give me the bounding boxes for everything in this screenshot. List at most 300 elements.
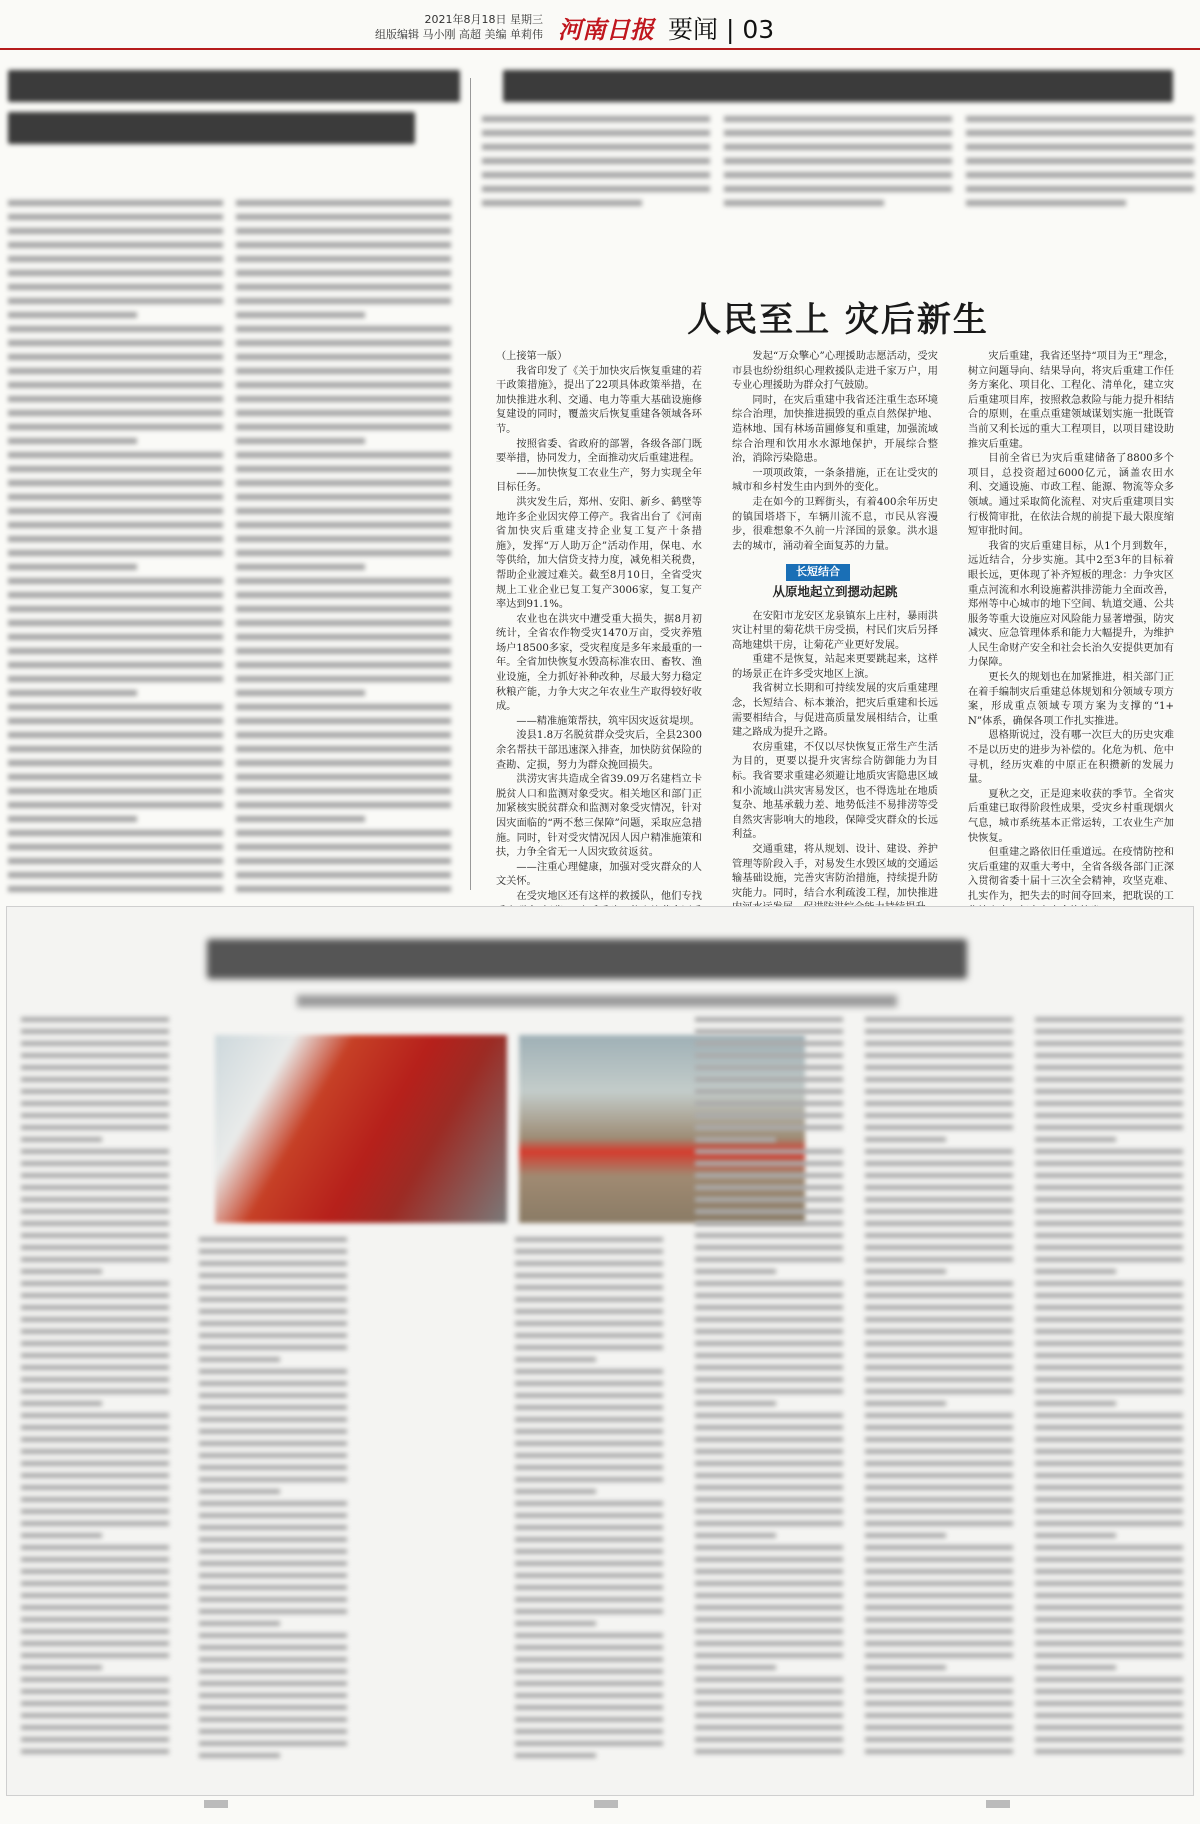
blurred-text-line — [865, 1665, 946, 1670]
blurred-text-line — [865, 1749, 1013, 1754]
blurred-text-line — [966, 116, 1194, 122]
blurred-text-line — [1035, 1749, 1183, 1754]
blurred-text-line — [21, 1017, 169, 1022]
blurred-text-line — [236, 592, 451, 598]
article-paragraph: 走在如今的卫辉街头，有着400余年历史的镇国塔塔下，车辆川流不息，市民从容漫步，很难想象不久前一片泽国的景象。洪水退去的城市，涌动着全面复苏的力量。 — [732, 496, 938, 552]
blurred-text-line — [236, 788, 451, 794]
blurred-text-line — [695, 1401, 776, 1406]
blurred-text-line — [515, 1513, 663, 1518]
blurred-text-line — [21, 1701, 169, 1706]
blurred-text-line — [199, 1513, 347, 1518]
blurred-text-line — [695, 1257, 843, 1262]
blurred-text-line — [1035, 1053, 1183, 1058]
blurred-text-line — [236, 872, 451, 878]
blurred-text-line — [199, 1465, 347, 1470]
blurred-text-line — [1035, 1029, 1183, 1034]
blurred-text-line — [21, 1173, 169, 1178]
blurred-text-line — [21, 1053, 169, 1058]
blurred-text-line — [695, 1581, 843, 1586]
blurred-text-line — [1035, 1605, 1183, 1610]
blurred-text-line — [21, 1449, 169, 1454]
blurred-text-line — [1035, 1221, 1183, 1226]
blurred-text-line — [21, 1233, 169, 1238]
blurred-text-line — [865, 1521, 1013, 1526]
blurred-text-line — [8, 816, 137, 822]
newspaper-logo: 河南日报 — [558, 15, 654, 44]
blurred-text-line — [21, 1725, 169, 1730]
blurred-text-line — [21, 1521, 169, 1526]
blurred-text-line — [8, 592, 223, 598]
blurred-text-line — [21, 1257, 169, 1262]
blurred-text-line — [199, 1693, 347, 1698]
blurred-text-line — [21, 1665, 102, 1670]
issue-date: 2021年8月18日 星期三 — [424, 13, 543, 26]
blurred-text-line — [8, 704, 223, 710]
rescue-photo-left — [215, 1035, 507, 1223]
article-paragraph: 发起“万众擎心”心理援助志愿活动，受灾市县也纷纷组织心理救援队走进千家万户，用专业心理援助为群众打气鼓励。 — [732, 351, 938, 392]
blurred-text-line — [199, 1441, 347, 1446]
blurred-text-line — [695, 1149, 843, 1154]
blurred-text-line — [482, 116, 710, 122]
blurred-text-line — [865, 1677, 1013, 1682]
blurred-text-line — [695, 1053, 843, 1058]
blurred-text-line — [1035, 1113, 1183, 1118]
blurred-text-line — [482, 172, 710, 178]
article-paragraph: 一项项政策，一条条措施，正在让受灾的城市和乡村发生由内到外的变化。 — [732, 467, 938, 494]
blurred-text-line — [1035, 1137, 1116, 1142]
blurred-text-line — [865, 1197, 1013, 1202]
blurred-text-line — [21, 1509, 169, 1514]
blurred-text-line — [1035, 1449, 1183, 1454]
blurred-text-line — [8, 326, 223, 332]
article-paragraph: 在安阳市龙安区龙泉镇东上庄村，暴雨洪灾让村里的菊花烘干房受损，村民们灾后另择高地建烘干房，让菊花产业更好发展。 — [732, 610, 938, 651]
blurred-text-line — [515, 1393, 663, 1398]
blurred-text-line — [236, 886, 451, 892]
blurred-text-line — [865, 1545, 1013, 1550]
blurred-text-line — [865, 1533, 946, 1538]
blurred-text-line — [515, 1381, 663, 1386]
blurred-text-line — [199, 1345, 347, 1350]
blurred-text-line — [515, 1645, 663, 1650]
blurred-text-line — [695, 1341, 843, 1346]
blurred-text-line — [8, 718, 223, 724]
blurred-text-line — [199, 1621, 280, 1626]
blurred-text-line — [515, 1261, 663, 1266]
blurred-text-line — [865, 1041, 1013, 1046]
blurred-text-line — [8, 200, 223, 206]
blurred-text-line — [21, 1557, 169, 1562]
blurred-text-line — [695, 1617, 843, 1622]
blurred-text-line — [236, 480, 451, 486]
blurred-text-line — [199, 1729, 347, 1734]
blurred-text-line — [236, 648, 451, 654]
blurred-text-line — [482, 186, 710, 192]
blurred-text-line — [236, 200, 451, 206]
blurred-text-line — [1035, 1413, 1183, 1418]
blurred-text-line — [21, 1677, 169, 1682]
blurred-text-line — [515, 1249, 663, 1254]
blurred-text-line — [695, 1485, 843, 1490]
blurred-text-line — [865, 1029, 1013, 1034]
article-paragraph: 浚县1.8万名脱贫群众受灾后，全县2300余名帮扶干部迅速深入排查，加快防贫保险的查勘、定损，努力为群众挽回损失。 — [496, 730, 702, 771]
blurred-text-line — [1035, 1125, 1183, 1130]
blurred-text-line — [1035, 1533, 1116, 1538]
blurred-text-line — [236, 522, 451, 528]
blurred-text-line — [236, 256, 451, 262]
blurred-text-column — [21, 1017, 169, 1761]
blurred-text-line — [724, 158, 952, 164]
blurred-text-line — [865, 1089, 1013, 1094]
blurred-text-line — [695, 1077, 843, 1082]
blurred-text-line — [21, 1137, 102, 1142]
blurred-text-line — [1035, 1245, 1183, 1250]
blurred-text-line — [515, 1285, 663, 1290]
blurred-text-line — [21, 1185, 169, 1190]
blurred-text-line — [236, 354, 451, 360]
blurred-text-line — [21, 1389, 169, 1394]
blurred-text-line — [865, 1569, 1013, 1574]
blurred-text-line — [1035, 1161, 1183, 1166]
blurred-text-line — [1035, 1545, 1183, 1550]
blurred-text-line — [236, 830, 451, 836]
blurred-text-line — [199, 1489, 280, 1494]
feature-headline: 人民至上 灾后新生 — [687, 300, 989, 340]
blurred-text-line — [515, 1501, 663, 1506]
article-paragraph: 更长久的规划也在加紧推进，相关部门正在着手编制灾后重建总体规划和分领域专项方案，形成重点领域专项方案为支撑的“1+N”体系，确保各项工作扎实推进。 — [968, 672, 1174, 727]
blurred-text-line — [515, 1621, 596, 1626]
blurred-text-line — [236, 634, 451, 640]
blurred-text-line — [8, 774, 223, 780]
blurred-text-line — [515, 1693, 663, 1698]
section-subtitle: 从原地起立到摁动起跳 — [772, 583, 898, 599]
article-paragraph: 农业也在洪灾中遭受重大损失，据8月初统计，全省农作物受灾1470万亩，受灾养殖场户18500多家，受灾程度是多年来最重的一年。全省加快恢复水毁高标准农田、畜牧、渔业设施，全力抓好补种改种，尽最大努力稳定秋粮产能，力争大灾之年农业生产取得较好收成。 — [496, 613, 702, 713]
blurred-text-line — [199, 1717, 347, 1722]
blurred-text-line — [1035, 1737, 1183, 1742]
blurred-text-line — [1035, 1293, 1183, 1298]
issue-meta — [353, 12, 543, 42]
blurred-text-line — [515, 1597, 663, 1602]
article-paragraph: 但重建之路依旧任重道远。在疫情防控和灾后重建的双重大考中，全省各级各部门正深入贯彻省委十届十三次全会精神，攻坚克难、扎实作为，把失去的时间夺回来，把耽误的工 — [968, 847, 1174, 902]
article-paragraph: 洪涝灾害共造成全省39.09万名建档立卡脱贫人口和监测对象受灾。相关地区和部门正加紧核实脱贫群众和监测对象受灾情况，针对因灾面临的“两不愁三保障”问题，采取应急措施。同时，针对受灾情况因人因户精准施策和扶，力争全省无一人因灾致贫返贫。 — [496, 774, 702, 859]
blurred-text-line — [695, 1365, 843, 1370]
blurred-text-line — [1035, 1281, 1183, 1286]
blurred-subheadline-bar — [297, 995, 897, 1007]
blurred-text-line — [695, 1017, 843, 1022]
blurred-text-line — [199, 1741, 347, 1746]
blurred-text-line — [236, 718, 451, 724]
blurred-text-line — [865, 1125, 1013, 1130]
blurred-text-line — [8, 452, 223, 458]
blurred-text-line — [515, 1489, 596, 1494]
blurred-text-line — [695, 1629, 843, 1634]
blurred-text-line — [695, 1677, 843, 1682]
blurred-text-line — [8, 270, 223, 276]
blurred-text-line — [236, 802, 451, 808]
blurred-text-line — [865, 1689, 1013, 1694]
blurred-text-line — [865, 1353, 1013, 1358]
blurred-text-line — [1035, 1149, 1183, 1154]
blurred-text-line — [515, 1273, 663, 1278]
blurred-text-line — [865, 1725, 1013, 1730]
blurred-text-line — [21, 1269, 102, 1274]
blurred-text-line — [8, 886, 223, 892]
article-paragraph: 目前全省已为灾后重建储备了8800多个项目，总投资超过6000亿元，涵盖农田水利、交通设施、市政工程、能源、物流等众多领域。通过采取简化流程、对灾后重建项目实行极简审批，在依法合规的前提下最大限度缩短审批时间。 — [968, 453, 1174, 538]
blurred-text-line — [199, 1537, 347, 1542]
blurred-text-line — [515, 1465, 663, 1470]
blurred-text-line — [1035, 1617, 1183, 1622]
blurred-text-line — [966, 144, 1194, 150]
blurred-text-line — [695, 1653, 843, 1658]
blurred-text-line — [199, 1501, 347, 1506]
blurred-text-line — [515, 1609, 663, 1614]
blurred-text-line — [515, 1573, 663, 1578]
blurred-text-line — [21, 1653, 169, 1658]
blurred-text-line — [199, 1237, 347, 1242]
article-paragraph: 在受灾地区还有这样的救援队，他们专找 — [516, 890, 702, 902]
blurred-text-line — [482, 158, 710, 164]
blurred-text-line — [8, 424, 223, 430]
blurred-text-line — [236, 732, 451, 738]
blurred-text-line — [515, 1729, 663, 1734]
blurred-text-line — [8, 760, 223, 766]
blurred-text-line — [515, 1549, 663, 1554]
blurred-text-line — [199, 1585, 347, 1590]
blurred-text-line — [865, 1497, 1013, 1502]
blurred-text-line — [199, 1249, 347, 1254]
blurred-text-line — [695, 1209, 843, 1214]
blurred-text-line — [236, 382, 451, 388]
blurred-text-line — [695, 1641, 843, 1646]
blurred-text-line — [236, 774, 451, 780]
blurred-text-line — [695, 1329, 843, 1334]
blurred-text-line — [695, 1533, 776, 1538]
blurred-text-line — [515, 1705, 663, 1710]
blurred-text-line — [695, 1557, 843, 1562]
blurred-text-line — [21, 1533, 102, 1538]
blurred-text-line — [695, 1593, 843, 1598]
blurred-text-line — [865, 1077, 1013, 1082]
blurred-text-line — [199, 1477, 347, 1482]
blurred-text-line — [8, 634, 223, 640]
blurred-text-line — [482, 130, 710, 136]
blurred-text-line — [865, 1629, 1013, 1634]
blurred-text-line — [865, 1305, 1013, 1310]
blurred-text-line — [515, 1669, 663, 1674]
blurred-text-line — [865, 1509, 1013, 1514]
blurred-text-line — [236, 326, 451, 332]
blurred-text-line — [21, 1341, 169, 1346]
blurred-text-line — [21, 1581, 169, 1586]
blurred-text-line — [8, 522, 223, 528]
blurred-text-line — [695, 1449, 843, 1454]
footer-mark — [594, 1800, 618, 1808]
blurred-text-line — [865, 1389, 1013, 1394]
blurred-text-line — [8, 410, 223, 416]
blurred-text-line — [199, 1417, 347, 1422]
blurred-text-line — [236, 536, 451, 542]
blurred-text-line — [199, 1681, 347, 1686]
blurred-text-line — [1035, 1725, 1183, 1730]
blurred-text-line — [1035, 1401, 1116, 1406]
blurred-text-line — [21, 1749, 169, 1754]
blurred-text-line — [865, 1449, 1013, 1454]
blurred-text-line — [695, 1137, 776, 1142]
blurred-text-line — [865, 1341, 1013, 1346]
blurred-text-line — [21, 1617, 169, 1622]
blurred-text-line — [21, 1473, 169, 1478]
blurred-text-line — [695, 1065, 843, 1070]
blurred-text-line — [515, 1321, 663, 1326]
blurred-text-line — [8, 368, 223, 374]
blurred-text-line — [236, 228, 451, 234]
blurred-text-line — [865, 1461, 1013, 1466]
article-paragraph: 灾后重建，我省还坚持“项目为王”理念，树立问题导向、结果导向，将灾后重建工作任务方案化、项目化、工程化、清单化，建立灾后重建项目库，按照救急救险与能力提升相结合的原则，在重点重建领域谋划实施一批既管当前又利长远的重大工程项目，以项目建设助推灾后重建。 — [968, 351, 1174, 450]
blurred-text-line — [236, 550, 451, 556]
blurred-text-line — [21, 1329, 169, 1334]
article-paragraph: 恩格斯说过，没有哪一次巨大的历史灾难不是以历史的进步为补偿的。化危为机、危中寻机，经历灾难的中原正在积攒新的发展力量。 — [968, 730, 1174, 786]
blurred-text-line — [865, 1269, 946, 1274]
blurred-text-line — [865, 1161, 1013, 1166]
blurred-text-line — [1035, 1461, 1183, 1466]
blurred-text-line — [865, 1593, 1013, 1598]
blurred-text-line — [199, 1573, 347, 1578]
blurred-text-line — [966, 172, 1194, 178]
blurred-text-line — [21, 1437, 169, 1442]
blurred-text-line — [865, 1701, 1013, 1706]
blurred-text-line — [1035, 1509, 1183, 1514]
blurred-text-line — [1035, 1593, 1183, 1598]
blurred-text-line — [236, 410, 451, 416]
blurred-text-line — [8, 872, 223, 878]
blurred-text-line — [695, 1713, 843, 1718]
blurred-text-line — [695, 1545, 843, 1550]
blurred-text-line — [199, 1285, 347, 1290]
article-paragraph: 我省树立长期和可持续发展的灾后重建理念，长短结合、标本兼治，把灾后重建和长远需要相结合，与促进高质量发展相结合，让重建之路成为提升之路。 — [732, 683, 938, 739]
blurred-text-line — [695, 1437, 843, 1442]
blurred-text-line — [515, 1561, 663, 1566]
blurred-text-line — [21, 1161, 169, 1166]
blurred-text-line — [695, 1281, 843, 1286]
blurred-text-line — [1035, 1233, 1183, 1238]
blurred-text-line — [865, 1017, 1013, 1022]
blurred-text-line — [865, 1101, 1013, 1106]
blurred-text-line — [8, 690, 137, 696]
blurred-text-line — [695, 1089, 843, 1094]
blurred-text-line — [1035, 1713, 1183, 1718]
blurred-text-line — [1035, 1569, 1183, 1574]
blurred-text-line — [1035, 1521, 1183, 1526]
blurred-text-line — [199, 1561, 347, 1566]
blurred-text-line — [865, 1473, 1013, 1478]
article-paragraph: 按照省委、省政府的部署，各级各部门既要举措，协同发力，全面推动灾后重建进程。 — [496, 438, 702, 465]
blurred-text-line — [21, 1293, 169, 1298]
blurred-text-line — [8, 494, 223, 500]
blurred-text-column — [966, 116, 1194, 214]
blurred-text-line — [199, 1261, 347, 1266]
article-paragraph: ——注重心理健康，加强对受灾群众的人文关怀。 — [496, 861, 702, 888]
blurred-text-line — [8, 732, 223, 738]
blurred-text-line — [236, 858, 451, 864]
blurred-text-line — [236, 578, 451, 584]
blurred-text-line — [8, 354, 223, 360]
blurred-text-line — [21, 1401, 102, 1406]
footer-mark — [204, 1800, 228, 1808]
blurred-text-line — [695, 1041, 843, 1046]
blurred-text-line — [8, 438, 137, 444]
blurred-text-line — [8, 508, 223, 514]
blurred-text-line — [695, 1185, 843, 1190]
blurred-text-line — [236, 270, 451, 276]
blurred-text-line — [966, 130, 1194, 136]
blurred-text-line — [1035, 1305, 1183, 1310]
blurred-text-line — [695, 1569, 843, 1574]
blurred-text-line — [8, 340, 223, 346]
blurred-text-line — [8, 830, 223, 836]
blurred-text-line — [695, 1461, 843, 1466]
blurred-text-line — [236, 816, 365, 822]
blurred-text-line — [515, 1657, 663, 1662]
blurred-text-line — [236, 396, 451, 402]
blurred-text-line — [236, 620, 451, 626]
blurred-text-line — [865, 1281, 1013, 1286]
blurred-text-line — [8, 382, 223, 388]
blurred-text-line — [865, 1605, 1013, 1610]
blurred-text-line — [865, 1233, 1013, 1238]
blurred-text-line — [236, 214, 451, 220]
blurred-text-line — [865, 1713, 1013, 1718]
blurred-text-line — [695, 1749, 843, 1754]
blurred-text-line — [865, 1641, 1013, 1646]
blurred-text-line — [21, 1737, 169, 1742]
blurred-text-line — [515, 1237, 663, 1242]
column-divider — [470, 78, 471, 890]
blurred-text-line — [8, 662, 223, 668]
blurred-text-line — [236, 662, 451, 668]
blurred-text-line — [199, 1597, 347, 1602]
blurred-text-line — [21, 1425, 169, 1430]
blurred-text-line — [8, 620, 223, 626]
blurred-text-line — [1035, 1077, 1183, 1082]
blurred-text-line — [865, 1581, 1013, 1586]
blurred-text-line — [21, 1065, 169, 1070]
blurred-text-line — [21, 1497, 169, 1502]
blurred-text-line — [865, 1329, 1013, 1334]
blurred-text-line — [199, 1525, 347, 1530]
blurred-text-line — [21, 1281, 169, 1286]
blurred-text-line — [515, 1429, 663, 1434]
blurred-text-line — [695, 1317, 843, 1322]
blurred-text-line — [236, 284, 451, 290]
blurred-text-line — [1035, 1173, 1183, 1178]
blurred-text-line — [236, 704, 451, 710]
blurred-text-line — [236, 298, 451, 304]
blurred-text-line — [1035, 1689, 1183, 1694]
blurred-text-column — [236, 200, 451, 900]
blurred-text-line — [1035, 1389, 1183, 1394]
blurred-headline-bar — [503, 70, 1172, 102]
blurred-text-line — [515, 1741, 663, 1746]
blurred-text-line — [724, 144, 952, 150]
feature-column-2 — [732, 350, 938, 916]
blurred-text-line — [236, 438, 365, 444]
article-paragraph: 我省的灾后重建目标，从1个月到数年，远近结合，分步实施。其中2至3年的目标着眼长远，更体现了补齐短板的理念：力争灾区重点河流和水利设施蓄洪排涝能力全面改善，郑州等中心城市的地下空间、轨道交通、公共服务等重大设施应对风险能力显著增强，防灾减灾、应急管理体系和能力大幅提升，为维护人民生命财产安全和社会长治久安提供更加有力保障。 — [968, 540, 1174, 669]
blurred-text-line — [695, 1197, 843, 1202]
blurred-text-line — [515, 1633, 663, 1638]
blurred-text-line — [695, 1389, 843, 1394]
blurred-text-line — [8, 802, 223, 808]
blurred-text-line — [695, 1245, 843, 1250]
blurred-text-line — [236, 746, 451, 752]
